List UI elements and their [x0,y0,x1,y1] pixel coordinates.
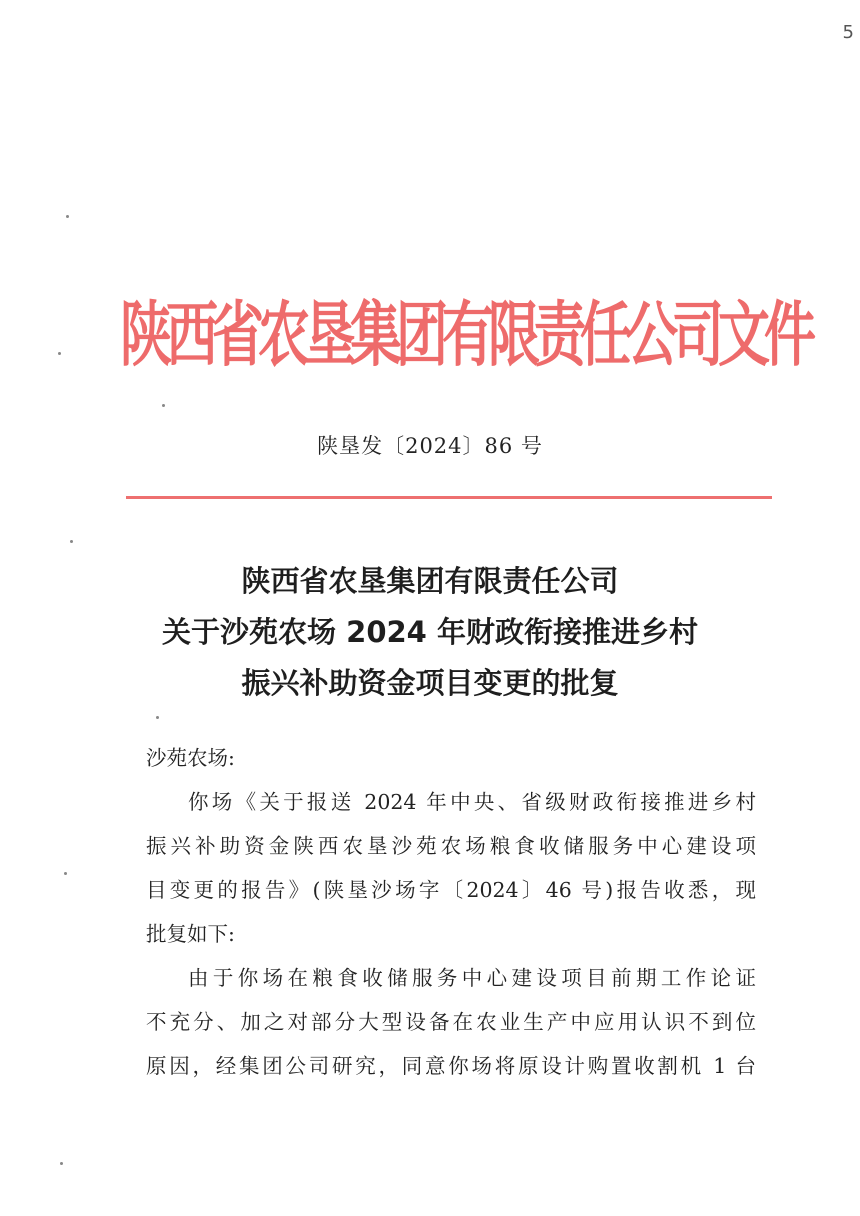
document-title-line: 关于沙苑农场 2024 年财政衔接推进乡村 [162,615,698,649]
document-number: 陕垦发〔2024〕86 号 [317,434,543,458]
paragraph-line: 批复如下: [146,922,235,946]
paragraph-line: 原因，经集团公司研究，同意你场将原设计购置收割机 1 台 [146,1054,756,1078]
scan-speck [58,352,61,355]
paragraph-line: 目变更的报告》(陕垦沙场字〔2024〕46 号)报告收悉，现 [146,878,756,902]
document-body [146,736,756,1088]
header-red-rule [126,496,772,499]
scan-speck [162,404,165,407]
paragraph-line: 振兴补助资金陕西农垦沙苑农场粮食收储服务中心建设项 [146,834,756,858]
scan-speck [64,872,67,875]
document-header-title: 陕西省农垦集团有限责任公司文件 [120,294,811,377]
scan-speck [66,215,69,218]
page-number: 5 [842,22,854,43]
document-title-line: 振兴补助资金项目变更的批复 [241,666,619,700]
paragraph-line: 不充分、加之对部分大型设备在农业生产中应用认识不到位 [146,1010,756,1034]
document-title [0,556,860,709]
scan-speck [70,540,73,543]
salutation: 沙苑农场: [146,746,235,770]
scan-speck [156,716,159,719]
paragraph-line: 你场《关于报送 2024 年中央、省级财政衔接推进乡村 [188,790,756,814]
document-title-line: 陕西省农垦集团有限责任公司 [241,564,619,598]
paragraph-line: 由于你场在粮食收储服务中心建设项目前期工作论证 [188,966,756,990]
scan-speck [60,1162,63,1165]
